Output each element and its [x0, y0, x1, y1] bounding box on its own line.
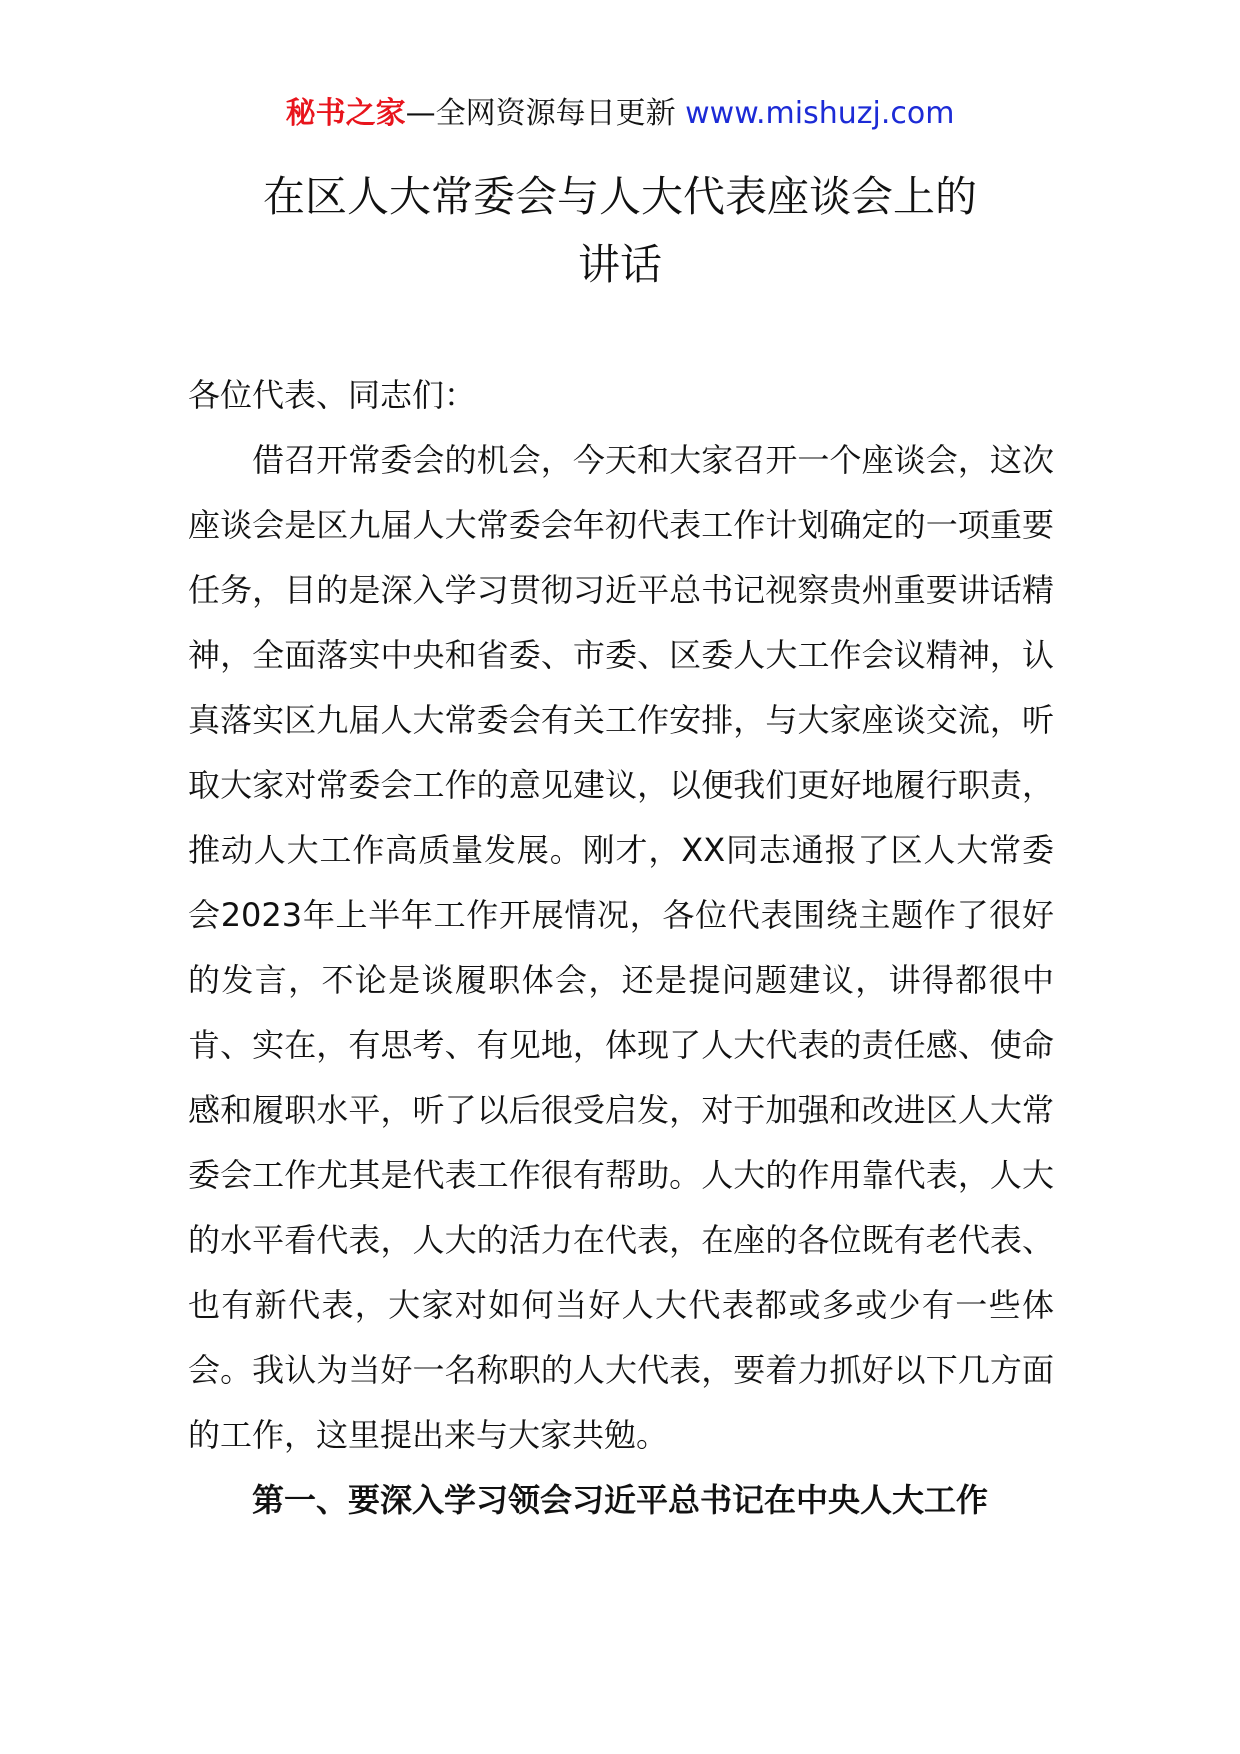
document-body [188, 363, 1054, 1533]
document-title [180, 163, 1060, 299]
document-title-line-1: 在区人大常委会与人大代表座谈会上的 [262, 172, 977, 221]
section-heading: 第一、要深入学习领会习近平总书记在中央人大工作 [252, 1481, 989, 1519]
site-url-link[interactable]: www.mishuzj.com [685, 96, 955, 131]
site-name: 秘书之家 [285, 96, 406, 131]
body-paragraph: 借召开常委会的机会，今天和大家召开一个座谈会，这次座谈会是区九届人大常委会年初代表工作计划确定的一项重要任务，目的是深入学习贯彻习近平总书记视察贵州重要讲话精神，全面落实中央和省委、市委、区委人大工作会议精神，认真落实区九届人大常委会有关工作安排，与大家座谈交流，听取大家对常委会工作的意见建议，以便我们更好地履行职责，推动人大工作高质量发展。刚才，XX同志通报了区人大常委会2023年上半年工作开展情况，各位代表围绕主题作了很好的发言，不论是谈履职体会，还是提问题建议，讲得都很中肯、实在，有思考、有见地，体现了人大代表的责任感、使命感和履职水平，听了以后很受启发，对于加强和改进区人大常委会工作尤其是代表工作很有帮助。人大的作用靠代表，人大的水平看代表，人大的活力在代表，在座的各位既有老代表、也有新代表，大家对如何当好人大代表都或多或少有一些体会。我认为当好一名称职的人大代表，要着力抓好以下几方面的工作，这里提出来与大家共勉。 [188, 441, 1054, 1454]
site-header [0, 92, 1240, 136]
document-title-line-2: 讲话 [577, 240, 662, 289]
site-tagline: —全网资源每日更新 [405, 96, 676, 131]
salutation: 各位代表、同志们： [188, 376, 477, 414]
